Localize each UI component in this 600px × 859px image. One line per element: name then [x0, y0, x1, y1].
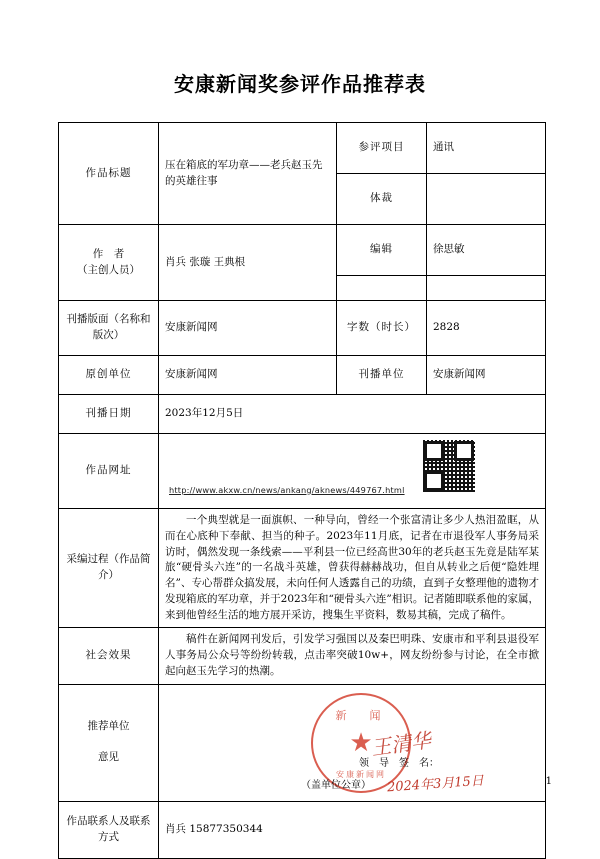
original-unit-label: 原创单位	[59, 356, 159, 395]
recommendation-form-table	[58, 122, 546, 859]
table-row	[59, 395, 546, 434]
effect-label: 社会效果	[59, 628, 159, 684]
publish-unit-value: 安康新闻网	[427, 356, 546, 395]
seal-label: （盖单位公章）	[301, 779, 371, 791]
recommend-label-line1: 推荐单位	[87, 719, 130, 732]
word-count-label: 字数（时长）	[337, 301, 427, 356]
author-value: 肖兵 张璇 王典根	[159, 225, 337, 301]
contact-label: 作品联系人及联系方式	[59, 801, 159, 858]
table-row	[59, 801, 546, 858]
process-value: 一个典型就是一面旗帜、一种导向，曾经一个张富清让多少人热泪盈眶，从而在心底种下奉献、担当的种子。2023年11月底，记者在市退役军人事务局采访时，偶然发现一条线索——平利县一位已经高世30年的老兵赵玉先竟是陆军某旅“硬骨头六连”的一名战斗英雄，曾获得赫赫战功，但自从转业之后便“隐姓埋名”、专心帮群众搞发展，未向任何人透露自己的功绩，直到子女整理他的遗物才发现箱底的军功章，并于2023年和“硬骨头六连”相识。记者随即联系他的家属，来到他曾经生活的地方展开采访，搜集生平资料，数易其稿，完成了稿件。	[159, 509, 546, 628]
author-label	[59, 225, 159, 301]
genre-value	[427, 174, 546, 225]
table-row	[59, 356, 546, 395]
original-unit-value: 安康新闻网	[159, 356, 337, 395]
work-title-label: 作品标题	[59, 123, 159, 225]
page-title: 安康新闻奖参评作品推荐表	[174, 72, 426, 96]
genre-label: 体裁	[337, 174, 427, 225]
seal-star-icon: ★	[349, 727, 373, 758]
publish-layout-value: 安康新闻网	[159, 301, 337, 356]
table-row	[59, 434, 546, 509]
table-row	[59, 509, 546, 628]
table-row	[59, 123, 546, 174]
spacer-cell	[337, 276, 427, 301]
qr-code-icon	[423, 440, 475, 492]
review-item-label: 参评项目	[337, 123, 427, 174]
publish-unit-label: 刊播单位	[337, 356, 427, 395]
handwritten-signature: 王清华	[369, 727, 433, 760]
table-row	[59, 684, 546, 801]
publish-layout-label: 刊播版面（名称和版次）	[59, 301, 159, 356]
recommend-label-line2: 意见	[98, 751, 119, 764]
editor-value: 徐思敏	[427, 225, 546, 276]
effect-value: 稿件在新闻网刊发后，引发学习强国以及秦巴明珠、安康市和平利县退役军人事务局公众号等纷纷转载，点击率突破10w+，网友纷纷参与讨论，在全市掀起向赵玉先学习的热潮。	[159, 628, 546, 684]
table-row	[59, 628, 546, 684]
table-row	[59, 225, 546, 276]
author-label-main: 作 者	[92, 247, 125, 260]
process-label: 采编过程（作品简介）	[59, 509, 159, 628]
word-count-value: 2828	[427, 301, 546, 356]
seal-arc-bottom: 安康新闻网	[336, 769, 386, 779]
table-row	[59, 301, 546, 356]
recommend-label	[59, 684, 159, 801]
work-url-cell	[159, 434, 546, 509]
page-number: 1	[545, 776, 552, 787]
spacer-value	[427, 276, 546, 301]
publish-date-label: 刊播日期	[59, 395, 159, 434]
seal-date-handwritten: 2024年3月15日	[386, 773, 485, 796]
work-title-value: 压在箱底的军功章——老兵赵玉先的英雄往事	[159, 123, 337, 225]
author-label-sub: （主创人员）	[77, 263, 140, 276]
recommend-opinion-cell	[159, 684, 546, 801]
work-url-label: 作品网址	[59, 434, 159, 509]
leader-signature-label: 领 导 签 名：	[359, 757, 439, 769]
contact-value: 肖兵 15877350344	[159, 801, 546, 858]
work-url-link[interactable]: http://www.akxw.cn/news/ankang/aknews/449767.html	[169, 484, 405, 495]
review-item-value: 通讯	[427, 123, 546, 174]
publish-date-value: 2023年12月5日	[159, 395, 546, 434]
seal-arc-top: 新 闻	[335, 708, 387, 722]
editor-label: 编辑	[337, 225, 427, 276]
